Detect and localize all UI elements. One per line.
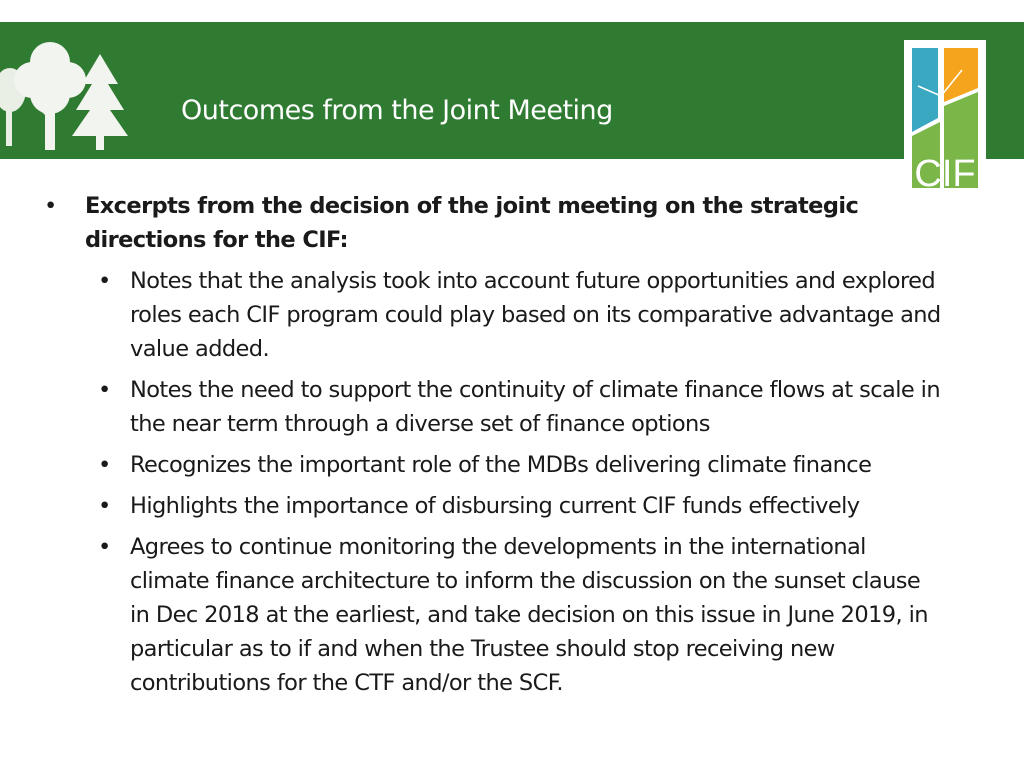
bullet-icon: • — [98, 534, 111, 560]
bullet-icon: • — [98, 493, 111, 519]
bullet-text: Notes that the analysis took into account future opportunities and explored roles each CIF program could play based on its comparative advantage and value added. — [130, 268, 941, 362]
bullet-heading: Excerpts from the decision of the joint meeting on the strategic directions for the CIF: — [85, 193, 859, 253]
list-item — [44, 264, 944, 366]
bullet-text: Recognizes the important role of the MDBs delivering climate finance — [130, 452, 872, 478]
bullet-text: Agrees to continue monitoring the developments in the international climate finance architecture to inform the discussion on the sunset clause in Dec 2018 at the earliest, and take decision on this issue in June 2019, in particular as to if and when the Trustee should stop receiving new contributions for the CTF and/or the SCF. — [130, 534, 928, 696]
list-item — [44, 448, 944, 482]
page-title: Outcomes from the Joint Meeting — [181, 95, 613, 126]
list-item — [44, 189, 944, 257]
bullet-icon: • — [98, 377, 111, 403]
bullet-icon: • — [98, 452, 111, 478]
header-band — [0, 22, 1024, 159]
slide-body — [44, 189, 944, 700]
cif-logo — [904, 40, 986, 192]
bullet-icon: • — [44, 193, 57, 219]
bullet-icon: • — [98, 268, 111, 294]
list-item — [44, 489, 944, 523]
trees-icon — [0, 28, 132, 156]
list-item — [44, 373, 944, 441]
bullet-text: Notes the need to support the continuity of climate finance flows at scale in the near term through a diverse set of finance options — [130, 377, 940, 437]
bullet-text: Highlights the importance of disbursing current CIF funds effectively — [130, 493, 860, 519]
list-item — [44, 530, 944, 700]
svg-text:CIF: CIF — [914, 153, 976, 192]
